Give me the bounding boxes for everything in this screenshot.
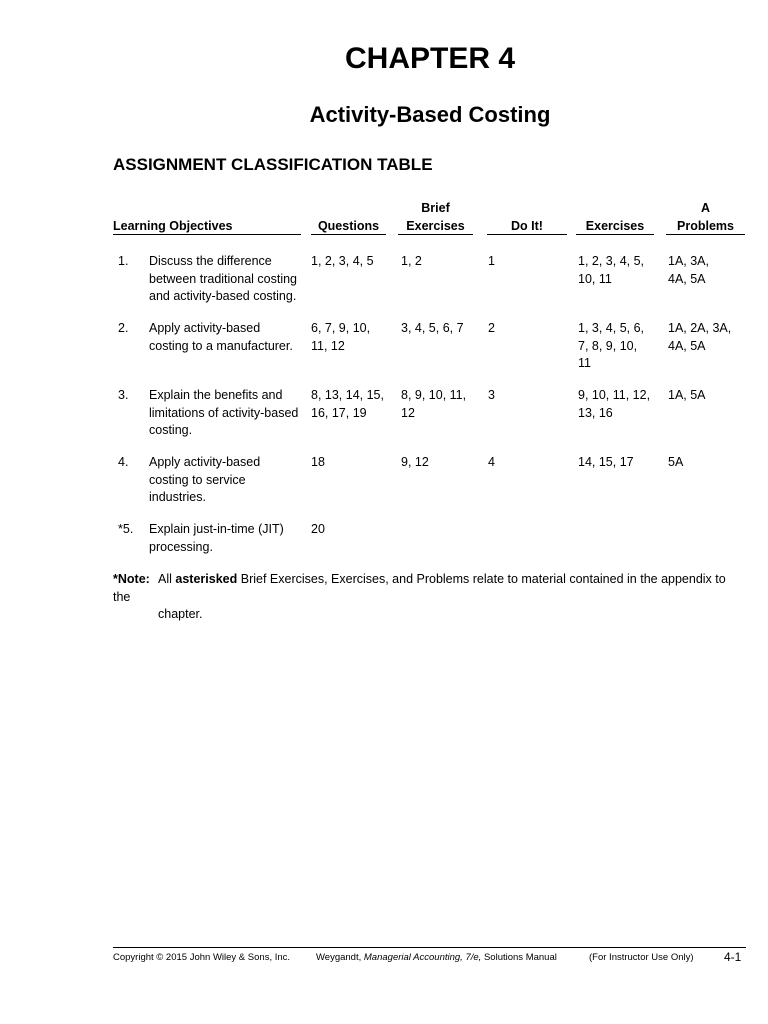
cell-exercises <box>578 320 664 373</box>
note-post: Brief Exercises, Exercises, and Problems relate to material contained in the appendix to the <box>113 572 726 604</box>
cell-line: costing to a manufacturer. <box>149 338 293 353</box>
cell-line: 1, 2, 3, 4, 5, <box>578 254 645 268</box>
footer-rule <box>113 947 746 948</box>
cell-objective <box>149 387 309 440</box>
note-label: *Note: <box>113 572 150 586</box>
cell-line: 10, 11 <box>578 271 612 286</box>
footer-edition: 7/e, <box>465 952 482 963</box>
cell-line: 18 <box>311 455 325 469</box>
cell-problems <box>668 253 748 288</box>
cell-line: 1A, 5A <box>668 388 706 402</box>
cell-line: 8, 13, 14, 15, <box>311 388 384 402</box>
cell-line: processing. <box>149 539 213 554</box>
cell-line: 16, 17, 19 <box>311 405 367 420</box>
cell-brief-exercises <box>401 387 486 422</box>
cell-line: between traditional costing <box>149 271 298 286</box>
cell-number: 3. <box>118 388 129 402</box>
cell-questions <box>311 521 396 539</box>
cell-exercises <box>578 253 664 288</box>
header-problems-top: A <box>700 201 711 215</box>
cell-brief-exercises <box>401 253 486 271</box>
header-exercises <box>576 201 654 235</box>
cell-line: 9, 10, 11, 12, <box>578 388 651 402</box>
page-number: 4-1 <box>724 950 742 964</box>
cell-number: 4. <box>118 455 129 469</box>
cell-line: Apply activity-based <box>149 455 261 469</box>
header-problems <box>666 201 745 235</box>
cell-line: 5A <box>668 455 684 469</box>
cell-line: Explain the benefits and <box>149 388 283 402</box>
cell-brief-exercises <box>401 320 486 338</box>
cell-line: Apply activity-based <box>149 321 261 335</box>
header-questions-label: Questions <box>311 219 386 235</box>
cell-objective <box>149 454 309 507</box>
note-pre: All <box>158 572 172 586</box>
cell-line: 20 <box>311 522 325 536</box>
chapter-title: CHAPTER 4 <box>344 42 516 75</box>
cell-line: 11, 12 <box>311 338 345 353</box>
cell-problems <box>668 387 748 405</box>
footer-book-info <box>316 952 557 963</box>
cell-line: 9, 12 <box>401 455 429 469</box>
cell-do-it: 2 <box>488 321 495 335</box>
cell-objective <box>149 253 309 306</box>
cell-line: 11 <box>578 356 591 370</box>
cell-line: 12 <box>401 405 415 420</box>
header-learning-objectives <box>113 201 301 235</box>
chapter-subtitle: Activity-Based Costing <box>309 102 551 127</box>
cell-questions <box>311 387 396 422</box>
cell-line: 4A, 5A <box>668 338 706 353</box>
cell-line: 3, 4, 5, 6, 7 <box>401 321 464 335</box>
cell-line: 8, 9, 10, 11, <box>401 388 467 402</box>
cell-line: industries. <box>149 490 206 504</box>
header-do-it <box>487 201 567 235</box>
footer-author: Weygandt, <box>316 952 362 963</box>
footer-manual: Solutions Manual <box>483 952 557 963</box>
cell-objective <box>149 320 309 355</box>
cell-line: 1, 2 <box>401 254 422 268</box>
cell-do-it: 3 <box>488 388 495 402</box>
cell-line: Discuss the difference <box>149 254 272 268</box>
cell-do-it: 1 <box>488 254 495 268</box>
note-continuation: chapter. <box>158 607 203 621</box>
header-objectives-label: Learning Objectives <box>113 219 301 235</box>
cell-line: 13, 16 <box>578 405 613 420</box>
cell-questions <box>311 454 396 472</box>
footer-use: (For Instructor Use Only) <box>589 952 694 963</box>
cell-line: and activity-based costing. <box>149 289 297 303</box>
header-brief-bottom: Exercises <box>398 219 473 235</box>
cell-line: 4A, 5A <box>668 271 706 286</box>
cell-line: 6, 7, 9, 10, <box>311 321 371 335</box>
cell-number: 1. <box>118 254 129 268</box>
header-exercises-label: Exercises <box>576 219 654 235</box>
footer-book: Managerial Accounting, <box>363 952 463 963</box>
cell-objective <box>149 521 309 556</box>
cell-questions <box>311 320 396 355</box>
cell-line: limitations of activity-based <box>149 405 299 420</box>
note-bold: asterisked <box>175 572 238 586</box>
cell-questions <box>311 253 396 271</box>
header-brief-top: Brief <box>421 201 450 215</box>
cell-do-it: 4 <box>488 455 495 469</box>
cell-line: 1A, 2A, 3A, <box>668 321 732 335</box>
header-questions <box>311 201 386 235</box>
cell-number: 2. <box>118 321 129 335</box>
cell-brief-exercises <box>401 454 486 472</box>
appendix-note <box>113 571 746 624</box>
cell-line: costing. <box>149 423 193 437</box>
cell-line: 1, 2, 3, 4, 5 <box>311 254 374 268</box>
cell-line: 7, 8, 9, 10, <box>578 338 638 353</box>
header-doit-label: Do It! <box>487 219 567 235</box>
cell-line: 1, 3, 4, 5, 6, <box>578 321 645 335</box>
cell-problems <box>668 320 748 355</box>
cell-number: *5. <box>118 522 134 536</box>
cell-line: costing to service <box>149 472 246 487</box>
cell-line: 1A, 3A, <box>668 254 709 268</box>
footer-copyright: Copyright © 2015 John Wiley & Sons, Inc. <box>113 952 291 963</box>
cell-exercises <box>578 454 664 472</box>
cell-exercises <box>578 387 664 422</box>
section-heading: ASSIGNMENT CLASSIFICATION TABLE <box>113 155 433 174</box>
cell-problems <box>668 454 748 472</box>
header-brief-exercises <box>398 201 473 235</box>
cell-line: 14, 15, 17 <box>578 455 634 469</box>
cell-line: Explain just-in-time (JIT) <box>149 522 284 536</box>
header-problems-bottom: Problems <box>666 219 745 235</box>
